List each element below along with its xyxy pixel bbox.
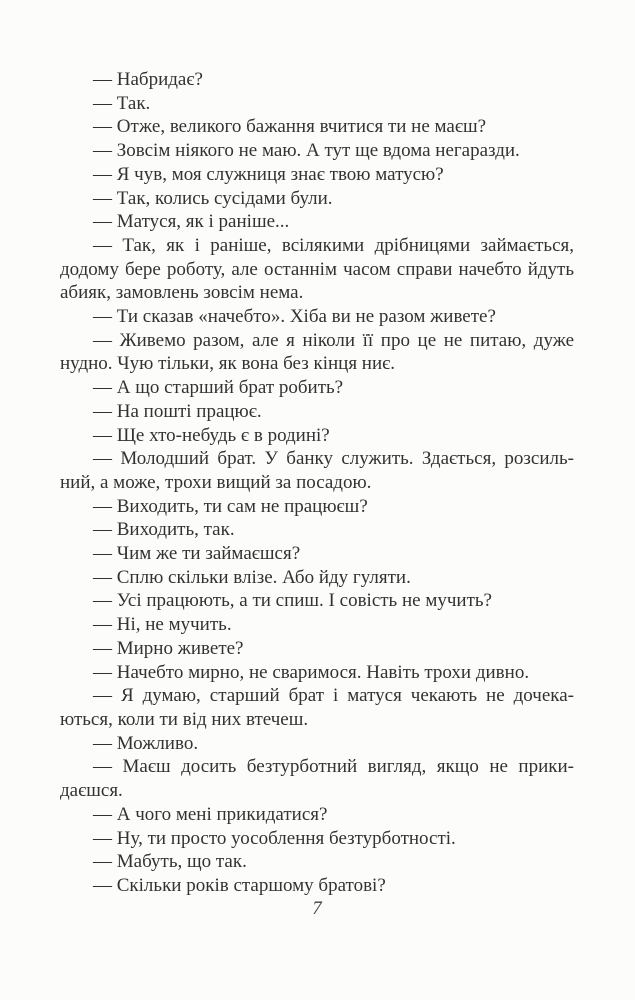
dialogue-line: — А що старший брат робить? bbox=[93, 377, 344, 399]
dialogue-line: — А чого мені прикидатися? bbox=[93, 803, 328, 825]
dialogue-line: — На пошті працює. bbox=[93, 400, 262, 422]
dialogue-line: — Ну, ти просто уособлення безтурботності. bbox=[93, 827, 456, 849]
dialogue-line: — Отже, великого бажання вчитися ти не маєш? bbox=[93, 116, 487, 138]
dialogue-line: — Ні, не мучить. bbox=[93, 614, 232, 636]
dialogue-line: — Мабуть, що так. bbox=[93, 851, 247, 873]
dialogue-line: — Зовсім ніякого не маю. А тут ще вдома негаразди. bbox=[93, 140, 520, 162]
dialogue-line: — Сплю скільки влізе. Або йду гуляти. bbox=[93, 566, 411, 588]
dialogue-line: — Можливо. bbox=[93, 732, 199, 754]
dialogue-line: — Маєш досить безтурботний вигляд, якщо не прикидаєшся. bbox=[60, 756, 574, 802]
dialogue-line: — Так, колись сусідами були. bbox=[93, 187, 333, 209]
dialogue-line: — Матуся, як і раніше... bbox=[93, 211, 290, 233]
dialogue-line: — Мирно живете? bbox=[93, 637, 244, 659]
dialogue-line: — Я думаю, старший брат і матуся чекають не дочекаються, коли ти від них втечеш. bbox=[60, 685, 574, 730]
dialogue-line: — Молодший брат. У банку служить. Здається, розсильний, а може, трохи вищий за посадою. bbox=[60, 448, 574, 493]
dialogue-line: — Ще хто-небудь є в родині? bbox=[93, 424, 330, 446]
page-text-block bbox=[60, 68, 574, 921]
dialogue-line: — Так, як і раніше, всілякими дрібницями займається, додому бере роботу, але останнім часом справи начебто йдуть абияк, замовлень зовсім нема. bbox=[60, 234, 574, 304]
page-number: 7 bbox=[312, 898, 322, 919]
dialogue-line: — Живемо разом, але я ніколи її про це не питаю, дуже нудно. Чую тільки, як вона без кінця ниє. bbox=[60, 329, 574, 375]
dialogue-line: — Я чув, моя служниця знає твою матусю? bbox=[93, 163, 444, 185]
dialogue-line: — Виходить, ти сам не працюєш? bbox=[93, 495, 368, 517]
dialogue-line: — Усі працюють, а ти спиш. І совість не мучить? bbox=[93, 590, 492, 612]
dialogue-line: — Набридає? bbox=[93, 69, 203, 90]
dialogue-line: — Скільки років старшому братові? bbox=[93, 874, 386, 896]
dialogue-line: — Чим же ти займаєшся? bbox=[93, 543, 301, 565]
dialogue-line: — Ти сказав «начебто». Хіба ви не разом живете? bbox=[93, 306, 496, 328]
dialogue-line: — Так. bbox=[93, 92, 151, 114]
dialogue-line: — Начебто мирно, не сваримося. Навіть трохи дивно. bbox=[93, 661, 530, 683]
dialogue-line: — Виходить, так. bbox=[93, 519, 235, 541]
